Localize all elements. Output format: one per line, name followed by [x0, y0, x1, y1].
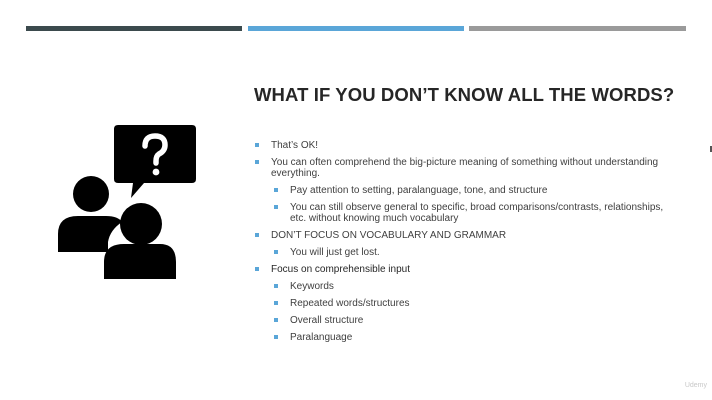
bullet-item — [254, 264, 674, 275]
bullet-item — [254, 140, 674, 151]
sub-bullet-item — [254, 185, 674, 196]
bullet-list — [254, 140, 674, 343]
bullet-marker-icon — [274, 301, 278, 305]
bullet-text: You can still observe general to specific, broad comparisons/contrasts, relationships, etc. without knowing much vocabulary — [290, 202, 664, 224]
top-accent-bar-dark — [26, 26, 242, 31]
bullet-text: Overall structure — [290, 315, 364, 326]
slide-title: WHAT IF YOU DON’T KNOW ALL THE WORDS? — [254, 84, 675, 105]
bullet-text: You will just get lost. — [290, 247, 380, 258]
bullet-marker-icon — [255, 233, 259, 237]
bullet-item — [254, 157, 674, 179]
bullet-marker-icon — [274, 188, 278, 192]
people-speech-question-icon — [56, 122, 198, 280]
bullet-marker-icon — [255, 143, 259, 147]
bullet-marker-icon — [255, 267, 259, 271]
watermark: Udemy — [684, 382, 707, 389]
top-accent-bar-blue — [248, 26, 464, 31]
top-accent-bar-gray — [469, 26, 686, 31]
bullet-marker-icon — [274, 318, 278, 322]
bullet-item — [254, 230, 674, 241]
bullet-text: Focus on comprehensible input — [271, 264, 410, 275]
sub-bullet-item — [254, 202, 674, 224]
bullet-marker-icon — [274, 284, 278, 288]
bullet-text: Repeated words/structures — [290, 298, 410, 309]
bullet-marker-icon — [274, 250, 278, 254]
bullet-marker-icon — [255, 160, 259, 164]
sub-bullet-item — [254, 247, 674, 258]
bullet-text: Keywords — [290, 281, 334, 292]
bullet-text: Paralanguage — [290, 332, 353, 343]
bullet-text: That’s OK! — [271, 140, 319, 151]
bullet-marker-icon — [274, 205, 278, 209]
sub-bullet-item — [254, 298, 674, 309]
sub-bullet-item — [254, 315, 674, 326]
bullet-text: DON’T FOCUS ON VOCABULARY AND GRAMMAR — [271, 230, 507, 241]
bullet-text: Pay attention to setting, paralanguage, tone, and structure — [290, 185, 548, 196]
bullet-text: You can often comprehend the big-picture meaning of something without understanding everything. — [271, 157, 659, 179]
sub-bullet-item — [254, 281, 674, 292]
bullet-marker-icon — [274, 335, 278, 339]
sub-bullet-item — [254, 332, 674, 343]
